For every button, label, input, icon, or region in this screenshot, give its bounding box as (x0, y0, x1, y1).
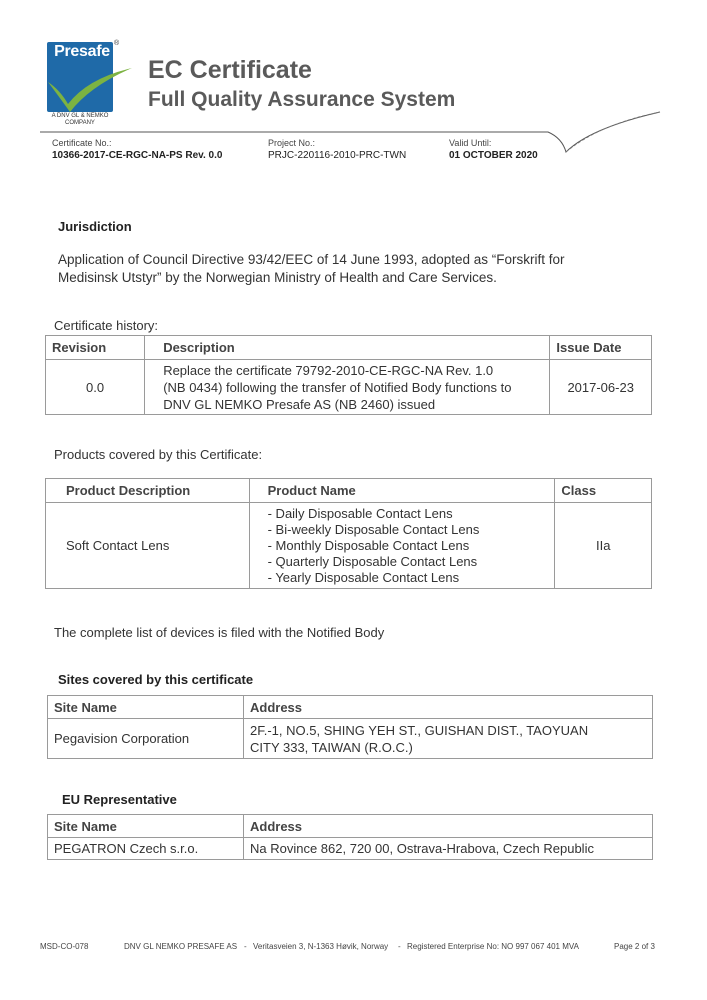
footer-enterprise: Registered Enterprise No: NO 997 067 401 MVA (407, 942, 579, 951)
sites-header-address: Address (244, 696, 653, 719)
eu-rep-table (47, 814, 653, 860)
list-item: - Monthly Disposable Contact Lens (267, 537, 470, 553)
list-item: - Quarterly Disposable Contact Lens (267, 553, 478, 569)
list-item: - Yearly Disposable Contact Lens (267, 569, 460, 585)
table-row (48, 719, 653, 759)
list-item: - Bi-weekly Disposable Contact Lens (267, 521, 480, 537)
project-no-value: PRJC-220116-2010-PRC-TWN (268, 150, 407, 161)
history-revision: 0.0 (46, 360, 145, 415)
list-item: - Daily Disposable Contact Lens (267, 505, 453, 521)
certificate-no-label: Certificate No.: (52, 138, 112, 148)
products-table (45, 478, 652, 589)
table-row (46, 503, 652, 589)
footer-page-number: Page 2 of 3 (614, 942, 655, 951)
page-subtitle: Full Quality Assurance System (148, 88, 456, 111)
jurisdiction-heading: Jurisdiction (58, 219, 132, 234)
site-name: Pegavision Corporation (48, 719, 244, 759)
jurisdiction-text: Application of Council Directive 93/42/EEC of 14 June 1993, adopted as “Forskrift for Medisinsk Utstyr” by the Norwegian Ministry of Health and Care Services. (58, 252, 565, 285)
products-header-class: Class (555, 479, 652, 503)
certificate-no-value: 10366-2017-CE-RGC-NA-PS Rev. 0.0 (52, 150, 223, 161)
eu-rep-site-name: PEGATRON Czech s.r.o. (48, 838, 244, 860)
table-row (46, 360, 652, 415)
product-names (249, 503, 555, 589)
valid-until-label: Valid Until: (449, 138, 492, 148)
page-title: EC Certificate (148, 56, 312, 84)
table-row (48, 838, 653, 860)
history-header-issue-date: Issue Date (550, 336, 652, 360)
eu-rep-header-address: Address (244, 815, 653, 838)
history-issue-date: 2017-06-23 (550, 360, 652, 415)
product-class: IIa (555, 503, 652, 589)
product-description: Soft Contact Lens (46, 503, 250, 589)
sites-header-site: Site Name (48, 696, 244, 719)
footer-doc-code: MSD-CO-078 (40, 942, 89, 951)
history-header-revision: Revision (46, 336, 145, 360)
valid-until-value: 01 OCTOBER 2020 (449, 150, 538, 161)
history-header-description: Description (145, 336, 550, 360)
sites-table (47, 695, 653, 759)
logo-company-subtitle: A DNV GL & NEMKO COMPANY (51, 113, 109, 126)
history-table (45, 335, 652, 415)
footer-separator: - (244, 942, 247, 951)
footer-company: DNV GL NEMKO PRESAFE AS (124, 942, 238, 951)
history-description: Replace the certificate 79792-2010-CE-RGC-NA Rev. 1.0 (NB 0434) following the transfer of Notified Body functions to DNV GL NEMKO Presafe AS (NB 2460) issued (145, 360, 550, 415)
site-address: 2F.-1, NO.5, SHING YEH ST., GUISHAN DIST., TAOYUAN CITY 333, TAIWAN (R.O.C.) (244, 719, 653, 759)
sites-heading: Sites covered by this certificate (58, 672, 254, 687)
products-header-description: Product Description (46, 479, 250, 503)
products-header-name: Product Name (249, 479, 555, 503)
footer-separator: - (398, 942, 401, 951)
footer-address: Veritasveien 3, N-1363 Høvik, Norway (253, 942, 389, 951)
eu-rep-address: Na Rovince 862, 720 00, Ostrava-Hrabova, Czech Republic (244, 838, 653, 860)
eu-rep-heading: EU Representative (62, 792, 177, 807)
devices-note: The complete list of devices is filed with the Notified Body (54, 625, 385, 640)
logo-brand-text: Presafe (54, 43, 110, 60)
eu-rep-header-site: Site Name (48, 815, 244, 838)
logo-registered-mark: ® (114, 40, 120, 47)
products-caption: Products covered by this Certificate: (54, 447, 263, 462)
project-no-label: Project No.: (268, 138, 316, 148)
history-caption: Certificate history: (54, 318, 159, 333)
